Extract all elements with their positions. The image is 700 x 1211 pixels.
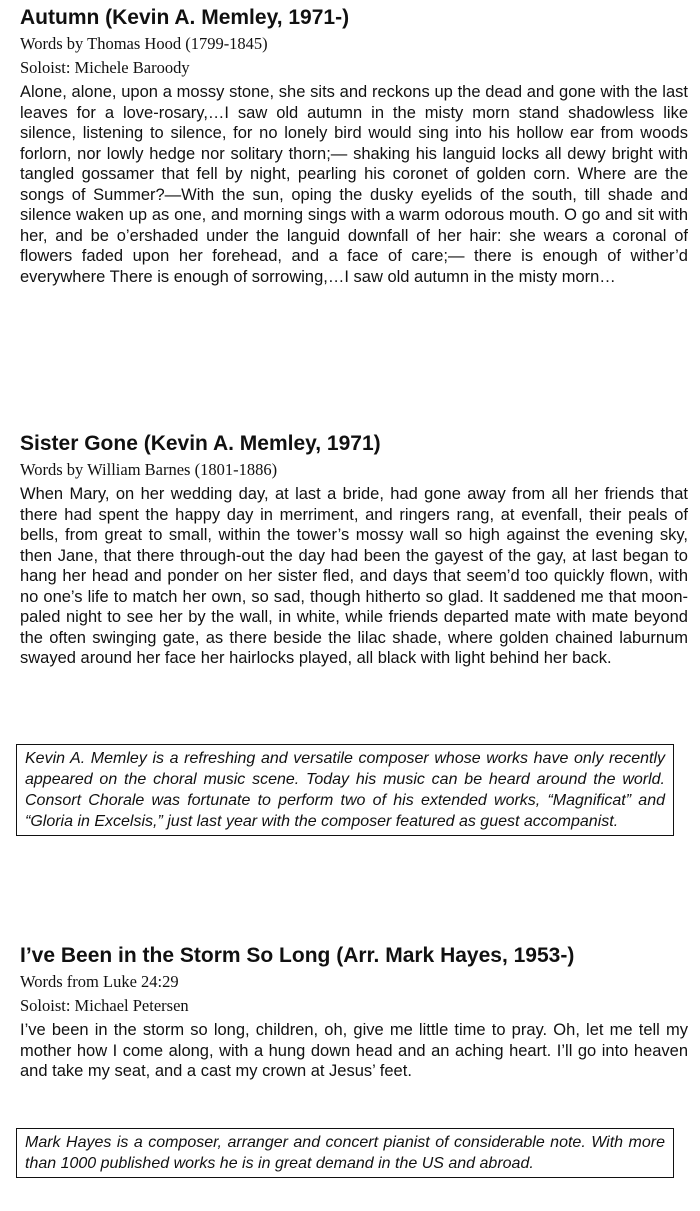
song-title: Autumn (Kevin A. Memley, 1971-) (20, 6, 350, 29)
song-title: Sister Gone (Kevin A. Memley, 1971) (20, 432, 381, 455)
lyrics-text: Alone, alone, upon a mossy stone, she sits and reckons up the dead and gone with the last leaves for a love-rosary,…I saw old autumn in the misty morn stand shadowless like silence, listening to silence, for no lonely bird would sing into his hollow ear from woods forlorn, nor lowly hedge nor solitary thorn;— shaking his languid locks all dewy bright with tangled gossamer that fell by night, pearling his coronet of golden corn. Where are the songs of Summer?—With the sun, oping the dusky eyelids of the south, till shade and silence waken up as one, and morning sings with a warm odorous mouth. O go and sit with her, and be o’ershaded under the languid downfall of her hair: she wears a coronal of flowers faded upon her forehead, and a face of care;— there is enough of wither’d everywhere There is enough of sorrowing,…I saw old autumn in the misty morn… (20, 83, 688, 286)
words-credit: Words by Thomas Hood (1799-1845) (20, 34, 268, 53)
composer-note-memley: Kevin A. Memley is a refreshing and versatile composer whose works have only recently appeared on the choral music scene. Today his music can be heard around the world. Consort Chorale was fortunate to perform two of his extended works, “Magnificat” and “Gloria in Excelsis,” just last year with the composer featured as guest accompanist. (16, 744, 674, 836)
lyrics-text: When Mary, on her wedding day, at last a bride, had gone away from all her friends that there had spent the happy day in merriment, and ringers rang, at evenfall, their peals of bells, from great to small, within the tower’s mossy wall so high against the evening sky, then Jane, that there through-out the day had been the gayest of the gay, at last began to hang her head and ponder on her sister fled, and days that seem’d too quickly flown, with no one’s life to match her own, so sad, though hitherto so glad. It saddened me that moon-paled night to see her by the wall, in white, while friends departed mate with mate beyond the often swinging gate, as there beside the lilac shade, where golden chained laburnum swayed around her face her hairlocks played, all black with light behind her back. (20, 485, 688, 667)
lyrics-text: I’ve been in the storm so long, children, oh, give me little time to pray. Oh, let me tell my mother how I come along, with a hung down head and an aching heart. I’ll go into heaven and take my seat, and a cast my crown at Jesus’ feet. (20, 1021, 688, 1080)
soloist-credit: Soloist: Michael Petersen (20, 996, 189, 1015)
song-sister-gone (20, 430, 688, 669)
words-credit: Words from Luke 24:29 (20, 972, 179, 991)
song-title: I’ve Been in the Storm So Long (Arr. Mark Hayes, 1953-) (20, 944, 575, 967)
song-storm (20, 942, 688, 1082)
song-autumn (20, 4, 688, 287)
words-credit: Words by William Barnes (1801-1886) (20, 460, 278, 479)
composer-note-hayes: Mark Hayes is a composer, arranger and concert pianist of considerable note. With more than 1000 published works he is in great demand in the US and abroad. (16, 1128, 674, 1178)
soloist-credit: Soloist: Michele Baroody (20, 58, 190, 77)
